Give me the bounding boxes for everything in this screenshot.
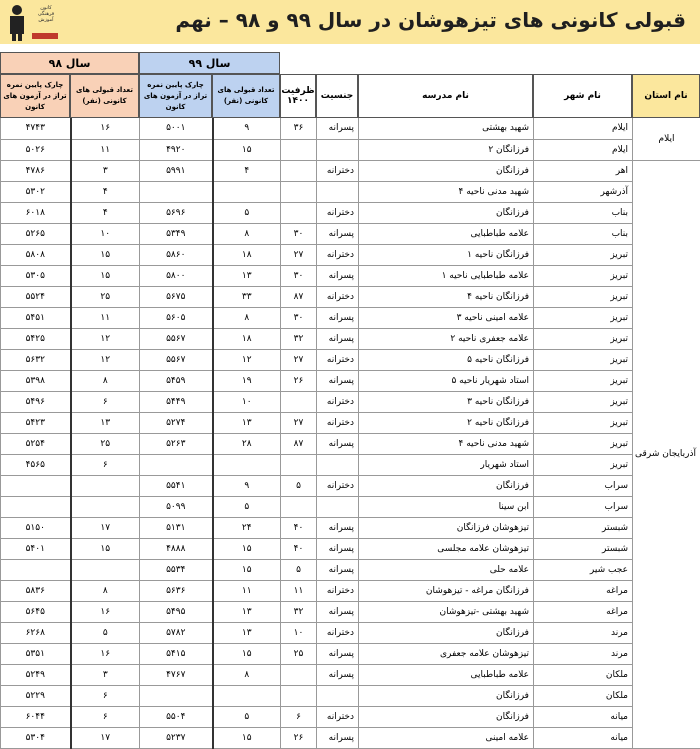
gender-cell: پسرانه xyxy=(317,223,359,244)
city-cell: تبریز xyxy=(534,244,633,265)
capacity-cell: ۲۷ xyxy=(281,349,317,370)
count-98-cell: ۱۰ xyxy=(71,223,140,244)
gender-cell: دخترانه xyxy=(317,706,359,727)
rank-99-cell: ۵۵۴۱ xyxy=(140,475,213,496)
table-row xyxy=(1,580,700,601)
count-99-cell: ۵ xyxy=(213,706,281,727)
capacity-cell xyxy=(281,391,317,412)
city-cell: مراغه xyxy=(534,580,633,601)
rank-99-cell: ۵۰۰۱ xyxy=(140,118,213,139)
rank-98-cell: ۵۱۵۰ xyxy=(1,517,71,538)
rank-99-cell: ۵۸۶۰ xyxy=(140,244,213,265)
count-99-cell: ۸ xyxy=(213,307,281,328)
table-row xyxy=(1,223,700,244)
capacity-cell: ۳۰ xyxy=(281,307,317,328)
capacity-cell: ۱۱ xyxy=(281,580,317,601)
school-cell: فرزانگان ۲ xyxy=(359,139,534,160)
rank-99-cell: ۴۹۲۰ xyxy=(140,139,213,160)
count-98-cell: ۱۵ xyxy=(71,538,140,559)
gender-cell: پسرانه xyxy=(317,265,359,286)
count-98-cell: ۲۵ xyxy=(71,286,140,307)
school-cell: فرزانگان مراغه - تیزهوشان xyxy=(359,580,534,601)
capacity-cell: ۳۲ xyxy=(281,601,317,622)
count-98-cell: ۶ xyxy=(71,391,140,412)
table-row xyxy=(1,685,700,706)
city-cell: ملکان xyxy=(534,664,633,685)
table-row xyxy=(1,727,700,748)
capacity-cell: ۲۶ xyxy=(281,727,317,748)
gender-cell: دخترانه xyxy=(317,391,359,412)
gender-cell: دخترانه xyxy=(317,244,359,265)
rank-98-cell: ۵۳۰۴ xyxy=(1,727,71,748)
rank-99-cell: ۵۴۵۹ xyxy=(140,370,213,391)
city-cell: مرند xyxy=(534,643,633,664)
count-98-cell: ۸ xyxy=(71,370,140,391)
count-99-cell: ۵ xyxy=(213,496,281,517)
count-98-cell xyxy=(71,559,140,580)
province-header: نام استان xyxy=(632,74,700,118)
table-row xyxy=(1,706,700,727)
count-99-cell: ۱۳ xyxy=(213,601,281,622)
city-cell: بناب xyxy=(534,223,633,244)
capacity-cell xyxy=(281,202,317,223)
count-99-cell: ۱۵ xyxy=(213,538,281,559)
table-row xyxy=(1,139,700,160)
school-cell: فرزانگان xyxy=(359,685,534,706)
rank-99-cell xyxy=(140,454,213,475)
school-cell: تیزهوشان علامه مجلسی xyxy=(359,538,534,559)
capacity-cell: ۲۷ xyxy=(281,412,317,433)
gender-cell: دخترانه xyxy=(317,622,359,643)
school-cell: شهید مدنی ناحیه ۴ xyxy=(359,181,534,202)
rank-99-cell: ۵۰۹۹ xyxy=(140,496,213,517)
rank-99-cell: ۵۵۶۷ xyxy=(140,349,213,370)
rank-98-cell: ۴۵۶۵ xyxy=(1,454,71,475)
count-98-cell: ۶ xyxy=(71,685,140,706)
count-98-cell: ۴ xyxy=(71,202,140,223)
gender-cell: پسرانه xyxy=(317,118,359,139)
capacity-cell: ۲۶ xyxy=(281,370,317,391)
rank-98-cell: ۵۴۵۱ xyxy=(1,307,71,328)
capacity-header: ظرفیت ۱۴۰۰ xyxy=(280,74,316,118)
capacity-cell: ۴۰ xyxy=(281,517,317,538)
logo-text: کانون فرهنگی آموزش xyxy=(32,5,60,23)
gender-cell: پسرانه xyxy=(317,538,359,559)
capacity-cell: ۶ xyxy=(281,706,317,727)
rank-99-cell: ۵۵۳۴ xyxy=(140,559,213,580)
count-98-cell: ۱۱ xyxy=(71,139,140,160)
rank-99-cell: ۴۷۶۷ xyxy=(140,664,213,685)
rank-98-cell: ۵۴۲۵ xyxy=(1,328,71,349)
capacity-cell xyxy=(281,181,317,202)
title-banner xyxy=(0,0,700,44)
rank-99-cell: ۵۴۱۵ xyxy=(140,643,213,664)
count-99-cell: ۱۵ xyxy=(213,727,281,748)
gender-cell: پسرانه xyxy=(317,643,359,664)
city-cell: تبریز xyxy=(534,391,633,412)
rank-99-cell: ۵۶۷۵ xyxy=(140,286,213,307)
school-cell: تیزهوشان علامه جعفری xyxy=(359,643,534,664)
rank-99-cell: ۵۲۳۷ xyxy=(140,727,213,748)
count-98-cell: ۳ xyxy=(71,664,140,685)
province-cell: ایلام xyxy=(633,118,700,160)
table-row xyxy=(1,370,700,391)
capacity-cell xyxy=(281,685,317,706)
city-cell: تبریز xyxy=(534,433,633,454)
table-row xyxy=(1,244,700,265)
city-cell: تبریز xyxy=(534,412,633,433)
city-cell: مرند xyxy=(534,622,633,643)
capacity-cell xyxy=(281,139,317,160)
count-98-cell: ۳ xyxy=(71,160,140,181)
count-99-cell: ۸ xyxy=(213,664,281,685)
gender-cell: پسرانه xyxy=(317,559,359,580)
count-98-cell: ۱۵ xyxy=(71,244,140,265)
gender-cell: پسرانه xyxy=(317,370,359,391)
gender-cell: پسرانه xyxy=(317,664,359,685)
count-98-cell: ۱۲ xyxy=(71,328,140,349)
school-cell: علامه حلی xyxy=(359,559,534,580)
gender-cell: پسرانه xyxy=(317,517,359,538)
count-99-cell: ۲۸ xyxy=(213,433,281,454)
capacity-cell xyxy=(281,664,317,685)
rank-99-cell: ۵۶۹۶ xyxy=(140,202,213,223)
gender-cell: پسرانه xyxy=(317,328,359,349)
gender-header: جنسیت xyxy=(316,74,358,118)
city-cell: بناب xyxy=(534,202,633,223)
table-row xyxy=(1,496,700,517)
rank-99-cell: ۵۷۸۲ xyxy=(140,622,213,643)
gender-cell xyxy=(317,685,359,706)
rank-98-cell: ۵۴۹۶ xyxy=(1,391,71,412)
count-99-cell: ۱۵ xyxy=(213,643,281,664)
school-cell: شهید بهشتی xyxy=(359,118,534,139)
count-99-cell: ۱۹ xyxy=(213,370,281,391)
count-99-cell xyxy=(213,181,281,202)
table-row xyxy=(1,286,700,307)
count-98-cell: ۱۶ xyxy=(71,643,140,664)
capacity-cell: ۳۶ xyxy=(281,118,317,139)
city-cell: تبریز xyxy=(534,286,633,307)
table-row xyxy=(1,349,700,370)
school-cell: ابن سینا xyxy=(359,496,534,517)
rank-99-cell: ۵۴۴۹ xyxy=(140,391,213,412)
school-cell: فرزانگان xyxy=(359,160,534,181)
capacity-cell: ۳۰ xyxy=(281,223,317,244)
rank-99-cell: ۵۵۶۷ xyxy=(140,328,213,349)
rank-98-cell: ۵۲۴۹ xyxy=(1,664,71,685)
count-99-cell: ۱۵ xyxy=(213,559,281,580)
rank-99-cell: ۵۶۰۵ xyxy=(140,307,213,328)
count-98-cell xyxy=(71,475,140,496)
count-98-cell: ۴ xyxy=(71,181,140,202)
city-cell: تبریز xyxy=(534,265,633,286)
rank-98-cell: ۵۵۲۴ xyxy=(1,286,71,307)
gender-cell: دخترانه xyxy=(317,160,359,181)
city-cell: تبریز xyxy=(534,328,633,349)
table-row xyxy=(1,664,700,685)
capacity-cell xyxy=(281,454,317,475)
school-cell: علامه طباطبایی ناحیه ۱ xyxy=(359,265,534,286)
rank-98-cell: ۵۳۵۱ xyxy=(1,643,71,664)
table-row xyxy=(1,601,700,622)
capacity-cell: ۵ xyxy=(281,475,317,496)
rank-98-cell: ۵۲۲۹ xyxy=(1,685,71,706)
rank-98-cell: ۵۰۲۶ xyxy=(1,139,71,160)
city-cell: میانه xyxy=(534,706,633,727)
gender-cell xyxy=(317,139,359,160)
city-cell: ایلام xyxy=(534,118,633,139)
school-cell: فرزانگان xyxy=(359,706,534,727)
count-99-cell: ۱۳ xyxy=(213,622,281,643)
capacity-cell: ۳۰ xyxy=(281,265,317,286)
city-cell: شبستر xyxy=(534,538,633,559)
city-cell: اهر xyxy=(534,160,633,181)
count-98-cell: ۱۳ xyxy=(71,412,140,433)
capacity-cell: ۲۵ xyxy=(281,643,317,664)
rank-98-cell: ۶۲۶۸ xyxy=(1,622,71,643)
count-99-cell: ۴ xyxy=(213,160,281,181)
school-cell: فرزانگان ناحیه ۲ xyxy=(359,412,534,433)
city-cell: ملکان xyxy=(534,685,633,706)
rank-99-cell: ۴۸۸۸ xyxy=(140,538,213,559)
rank-99-cell: ۵۳۴۹ xyxy=(140,223,213,244)
capacity-cell: ۵ xyxy=(281,559,317,580)
table-row xyxy=(1,433,700,454)
city-cell: سراب xyxy=(534,475,633,496)
rank-98-cell: ۵۶۴۵ xyxy=(1,601,71,622)
count-99-cell: ۱۱ xyxy=(213,580,281,601)
table-row xyxy=(1,181,700,202)
gender-cell: پسرانه xyxy=(317,727,359,748)
school-cell: تیزهوشان فرزانگان xyxy=(359,517,534,538)
gender-cell: دخترانه xyxy=(317,475,359,496)
count-99-cell: ۵ xyxy=(213,202,281,223)
count-99-cell: ۱۵ xyxy=(213,139,281,160)
rank-99-cell: ۵۱۳۱ xyxy=(140,517,213,538)
count-98-cell: ۸ xyxy=(71,580,140,601)
school-header: نام مدرسه xyxy=(358,74,533,118)
teacher-logo-icon xyxy=(4,3,30,41)
school-cell: علامه امینی xyxy=(359,727,534,748)
rank-98-cell: ۴۷۴۳ xyxy=(1,118,71,139)
year-98-header: سال ۹۸ xyxy=(0,52,139,74)
count-98-cell: ۲۵ xyxy=(71,433,140,454)
count-99-cell xyxy=(213,454,281,475)
logo xyxy=(4,3,60,43)
rank-98-cell: ۶۰۱۸ xyxy=(1,202,71,223)
count-99-cell xyxy=(213,685,281,706)
city-cell: آذرشهر xyxy=(534,181,633,202)
city-cell: تبریز xyxy=(534,349,633,370)
school-cell: فرزانگان ناحیه ۴ xyxy=(359,286,534,307)
rank-99-cell: ۵۴۹۵ xyxy=(140,601,213,622)
rank-98-cell: ۵۶۳۲ xyxy=(1,349,71,370)
count-98-cell: ۱۷ xyxy=(71,727,140,748)
admissions-table xyxy=(0,118,700,749)
table-row xyxy=(1,265,700,286)
rank-98-cell xyxy=(1,475,71,496)
count-98-cell: ۶ xyxy=(71,706,140,727)
table-row xyxy=(1,328,700,349)
school-cell: فرزانگان ناحیه ۵ xyxy=(359,349,534,370)
count-99-cell: ۱۳ xyxy=(213,412,281,433)
school-cell: علامه امینی ناحیه ۳ xyxy=(359,307,534,328)
capacity-cell: ۴۰ xyxy=(281,538,317,559)
gender-cell: پسرانه xyxy=(317,433,359,454)
table-row xyxy=(1,475,700,496)
table-row xyxy=(1,118,700,139)
city-cell: میانه xyxy=(534,727,633,748)
rank-98-cell xyxy=(1,496,71,517)
gender-cell xyxy=(317,181,359,202)
city-cell: سراب xyxy=(534,496,633,517)
gender-cell: دخترانه xyxy=(317,202,359,223)
rank-98-cell: ۴۷۸۶ xyxy=(1,160,71,181)
table-row xyxy=(1,307,700,328)
count-99-cell: ۳۳ xyxy=(213,286,281,307)
count-99-cell: ۱۳ xyxy=(213,265,281,286)
gender-cell: پسرانه xyxy=(317,601,359,622)
gender-cell: دخترانه xyxy=(317,412,359,433)
school-cell: استاد شهریار ناحیه ۵ xyxy=(359,370,534,391)
count-98-cell: ۵ xyxy=(71,622,140,643)
rank-98-cell: ۵۸۰۸ xyxy=(1,244,71,265)
count-98-cell: ۶ xyxy=(71,454,140,475)
count-99-cell: ۹ xyxy=(213,475,281,496)
school-cell: فرزانگان xyxy=(359,622,534,643)
capacity-cell: ۲۷ xyxy=(281,244,317,265)
rank-98-cell: ۵۴۲۳ xyxy=(1,412,71,433)
count-98-cell: ۱۷ xyxy=(71,517,140,538)
count-99-cell: ۸ xyxy=(213,223,281,244)
rank-98-cell: ۵۲۶۵ xyxy=(1,223,71,244)
count-98-cell: ۱۶ xyxy=(71,118,140,139)
rank-99-cell: ۵۹۹۱ xyxy=(140,160,213,181)
count-99-header: تعداد قبولی های کانونی (نفر) xyxy=(212,74,280,118)
school-cell: فرزانگان xyxy=(359,202,534,223)
school-cell: فرزانگان ناحیه ۳ xyxy=(359,391,534,412)
rank-99-cell xyxy=(140,181,213,202)
rank-99-cell: ۵۸۰۰ xyxy=(140,265,213,286)
gender-cell: دخترانه xyxy=(317,286,359,307)
count-99-cell: ۱۲ xyxy=(213,349,281,370)
school-cell: شهید مدنی ناحیه ۴ xyxy=(359,433,534,454)
year-99-header: سال ۹۹ xyxy=(139,52,280,74)
school-cell: شهید بهشتی -تیزهوشان xyxy=(359,601,534,622)
school-cell: فرزانگان xyxy=(359,475,534,496)
gender-cell: پسرانه xyxy=(317,307,359,328)
rank-98-header: چارک پایین نمره تراز در آزمون های کانون xyxy=(0,74,70,118)
table-row xyxy=(1,391,700,412)
school-cell: علامه جعفری ناحیه ۲ xyxy=(359,328,534,349)
table-row xyxy=(1,160,700,181)
table-row xyxy=(1,517,700,538)
rank-99-cell: ۵۶۳۶ xyxy=(140,580,213,601)
table-row xyxy=(1,643,700,664)
rank-99-header: چارک پایین نمره تراز در آزمون های کانون xyxy=(139,74,212,118)
count-98-cell: ۱۲ xyxy=(71,349,140,370)
table-row xyxy=(1,454,700,475)
capacity-cell xyxy=(281,496,317,517)
count-99-cell: ۱۸ xyxy=(213,244,281,265)
count-98-cell xyxy=(71,496,140,517)
capacity-cell: ۱۰ xyxy=(281,622,317,643)
city-cell: شبستر xyxy=(534,517,633,538)
logo-bar xyxy=(32,33,58,39)
table-row xyxy=(1,622,700,643)
rank-99-cell: ۵۲۷۴ xyxy=(140,412,213,433)
table-row xyxy=(1,559,700,580)
table-row xyxy=(1,202,700,223)
count-99-cell: ۱۰ xyxy=(213,391,281,412)
capacity-cell xyxy=(281,160,317,181)
rank-98-cell: ۵۳۰۲ xyxy=(1,181,71,202)
province-cell: آذربایجان شرقی xyxy=(633,160,700,748)
gender-cell xyxy=(317,496,359,517)
count-98-cell: ۱۶ xyxy=(71,601,140,622)
city-cell: ایلام xyxy=(534,139,633,160)
rank-98-cell: ۵۲۵۴ xyxy=(1,433,71,454)
gender-cell xyxy=(317,454,359,475)
capacity-cell: ۸۷ xyxy=(281,433,317,454)
city-cell: تبریز xyxy=(534,307,633,328)
city-cell: تبریز xyxy=(534,454,633,475)
city-header: نام شهر xyxy=(533,74,632,118)
rank-98-cell: ۵۳۰۵ xyxy=(1,265,71,286)
count-99-cell: ۲۴ xyxy=(213,517,281,538)
count-99-cell: ۱۸ xyxy=(213,328,281,349)
rank-98-cell: ۵۴۰۱ xyxy=(1,538,71,559)
rank-99-cell xyxy=(140,685,213,706)
capacity-cell: ۸۷ xyxy=(281,286,317,307)
rank-98-cell: ۶۰۴۴ xyxy=(1,706,71,727)
school-cell: استاد شهریار xyxy=(359,454,534,475)
table-row xyxy=(1,412,700,433)
city-cell: تبریز xyxy=(534,370,633,391)
page-title: قبولی کانونی های تیزهوشان در سال ۹۹ و ۹۸ – نهم xyxy=(175,8,686,32)
city-cell: عجب شیر xyxy=(534,559,633,580)
rank-98-cell xyxy=(1,559,71,580)
table-row xyxy=(1,538,700,559)
school-cell: فرزانگان ناحیه ۱ xyxy=(359,244,534,265)
gender-cell: دخترانه xyxy=(317,349,359,370)
rank-99-cell: ۵۲۶۳ xyxy=(140,433,213,454)
count-98-header: تعداد قبولی های کانونی (نفر) xyxy=(70,74,139,118)
rank-98-cell: ۵۳۹۸ xyxy=(1,370,71,391)
gender-cell: دخترانه xyxy=(317,580,359,601)
school-cell: علامه طباطبایی xyxy=(359,223,534,244)
count-98-cell: ۱۱ xyxy=(71,307,140,328)
count-99-cell: ۹ xyxy=(213,118,281,139)
count-98-cell: ۱۵ xyxy=(71,265,140,286)
city-cell: مراغه xyxy=(534,601,633,622)
rank-98-cell: ۵۸۳۶ xyxy=(1,580,71,601)
rank-99-cell: ۵۵۰۴ xyxy=(140,706,213,727)
school-cell: علامه طباطبایی xyxy=(359,664,534,685)
capacity-cell: ۳۲ xyxy=(281,328,317,349)
